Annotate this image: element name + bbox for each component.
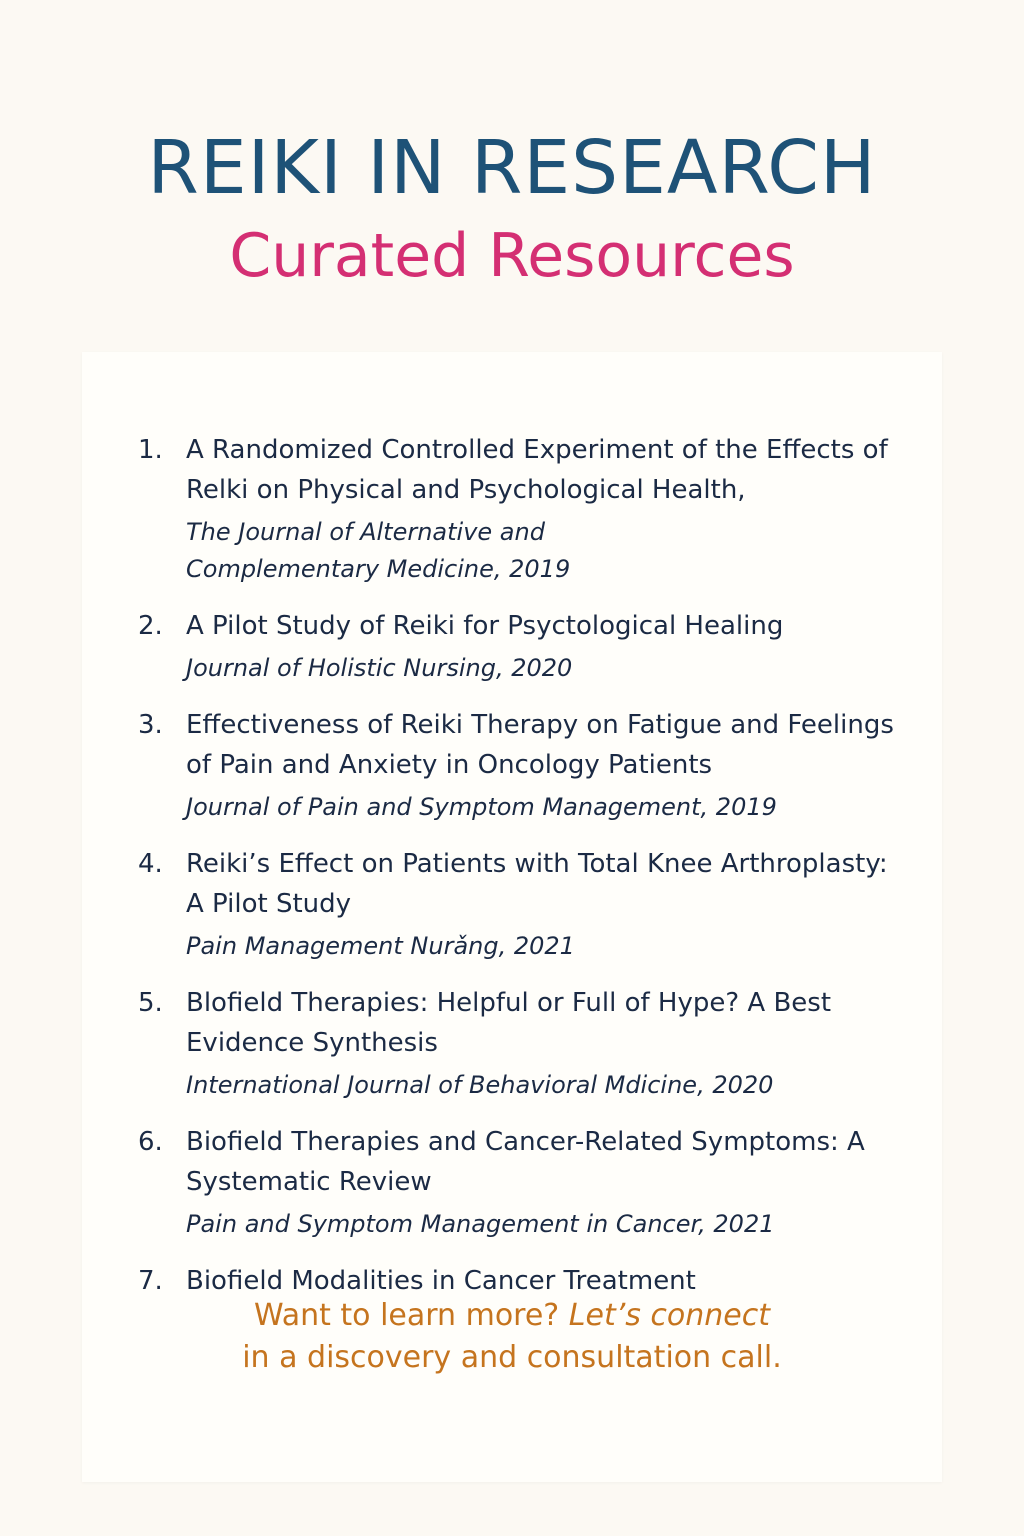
reference-journal: Journal of Pain and Symptom Management, 2019 <box>186 793 777 821</box>
reference-item-1 <box>82 430 942 588</box>
reference-number: 4. <box>138 849 163 879</box>
cta-line-1 <box>0 1295 1024 1337</box>
page-title: REIKI IN RESEARCH <box>147 125 877 211</box>
header <box>0 120 1024 296</box>
reference-item-3 <box>82 705 942 826</box>
reference-item-6 <box>82 1122 942 1243</box>
reference-number: 6. <box>138 1127 163 1157</box>
reference-title: A Randomized Controlled Experiment of the Effects of Relki on Physical and Psychological Health, <box>186 435 888 505</box>
reference-journal: Pain Management Nurǎng, 2021 <box>186 932 575 960</box>
reference-title: Effectiveness of Reiki Therapy on Fatigue and Feelings of Pain and Anxiety in Oncology Patients <box>186 710 894 780</box>
reference-number: 5. <box>138 988 163 1018</box>
reference-journal: International Journal of Behavioral Mdicine, 2020 <box>186 1071 774 1099</box>
cta-line-2: in a discovery and consultation call. <box>242 1340 782 1375</box>
reference-journal: The Journal of Alternative and Complementary Medicine, 2019 <box>186 518 571 583</box>
call-to-action <box>0 1295 1024 1379</box>
reference-number: 7. <box>138 1266 163 1296</box>
reference-list <box>82 430 942 1319</box>
cta-connect-link[interactable]: Let’s connect <box>568 1298 771 1333</box>
reference-title: A Pilot Study of Reiki for Psyctological Healing <box>186 611 784 641</box>
reference-item-5 <box>82 983 942 1104</box>
reference-number: 3. <box>138 710 163 740</box>
page-subtitle: Curated Resources <box>229 221 795 291</box>
reference-journal: Journal of Holistic Nursing, 2020 <box>186 654 573 682</box>
reference-item-2 <box>82 606 942 687</box>
reference-number: 1. <box>138 435 163 465</box>
cta-prefix: Want to learn more? <box>253 1298 560 1333</box>
reference-title: Reiki’s Effect on Patients with Total Knee Arthroplasty: A Pilot Study <box>186 849 888 919</box>
reference-title: Blofield Therapies: Helpful or Full of Hype? A Best Evidence Synthesis <box>186 988 832 1058</box>
reference-title: Biofield Modalities in Cancer Treatment <box>186 1266 696 1296</box>
reference-number: 2. <box>138 611 163 641</box>
reference-journal: Pain and Symptom Management in Cancer, 2021 <box>186 1210 775 1238</box>
reference-item-4 <box>82 844 942 965</box>
reference-title: Biofield Therapies and Cancer-Related Symptoms: A Systematic Review <box>186 1127 865 1197</box>
